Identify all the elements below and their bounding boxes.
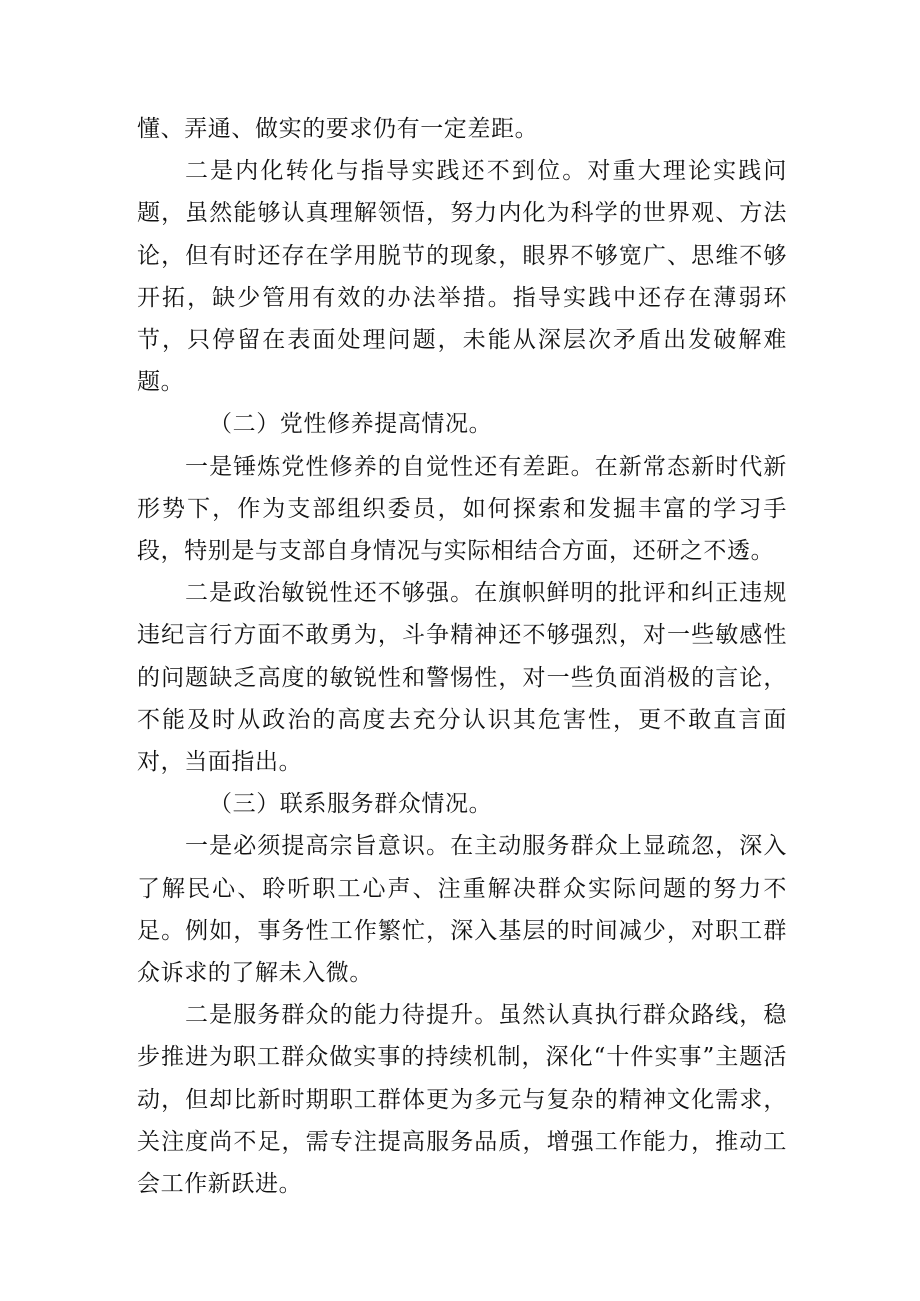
paragraph-service-ability: 二是服务群众的能力待提升。虽然认真执行群众路线，稳步推进为职工群众做实事的持续机制，深化“十件实事”主题活动，但却比新时期职工群体更为多元与复杂的精神文化需求，关注度尚不足，需专注提高服务品质，增强工作能力，推动工会工作新跃进。 <box>137 1002 787 1198</box>
section-heading-serving-masses: （三）联系服务群众情况。 <box>209 791 493 818</box>
document-body <box>137 108 787 1205</box>
paragraph-political-sensitivity: 二是政治敏锐性还不够强。在旗帜鲜明的批评和纠正违规违纪言行方面不敢勇为，斗争精神还不够强烈，对一些敏感性的问题缺乏高度的敏锐性和警惕性，对一些负面消极的言论，不能及时从政治的高度去充分认识其危害性，更不敢直言面对，当面指出。 <box>137 580 787 776</box>
paragraph-party-spirit-consciousness: 一是锤炼党性修养的自觉性还有差距。在新常态新时代新形势下，作为支部组织委员，如何探索和发掘丰富的学习手段，特别是与支部自身情况与实际相结合方面，还研之不透。 <box>137 453 787 565</box>
paragraph-theory-practice: 二是内化转化与指导实践还不到位。对重大理论实践问题，虽然能够认真理解领悟，努力内化为科学的世界观、方法论，但有时还存在学用脱节的现象，眼界不够宽广、思维不够开拓，缺少管用有效的办法举措。指导实践中还存在薄弱环节，只停留在表面处理问题，未能从深层次矛盾出发破解难题。 <box>137 158 787 396</box>
paragraph-purpose-awareness: 一是必须提高宗旨意识。在主动服务群众上显疏忽，深入了解民心、聆听职工心声、注重解决群众实际问题的努力不足。例如，事务性工作繁忙，深入基层的时间减少，对职工群众诉求的了解未入微。 <box>137 833 787 987</box>
paragraph-continuation: 懂、弄通、做实的要求仍有一定差距。 <box>137 116 539 142</box>
section-heading-party-spirit: （二）党性修养提高情况。 <box>209 411 493 438</box>
